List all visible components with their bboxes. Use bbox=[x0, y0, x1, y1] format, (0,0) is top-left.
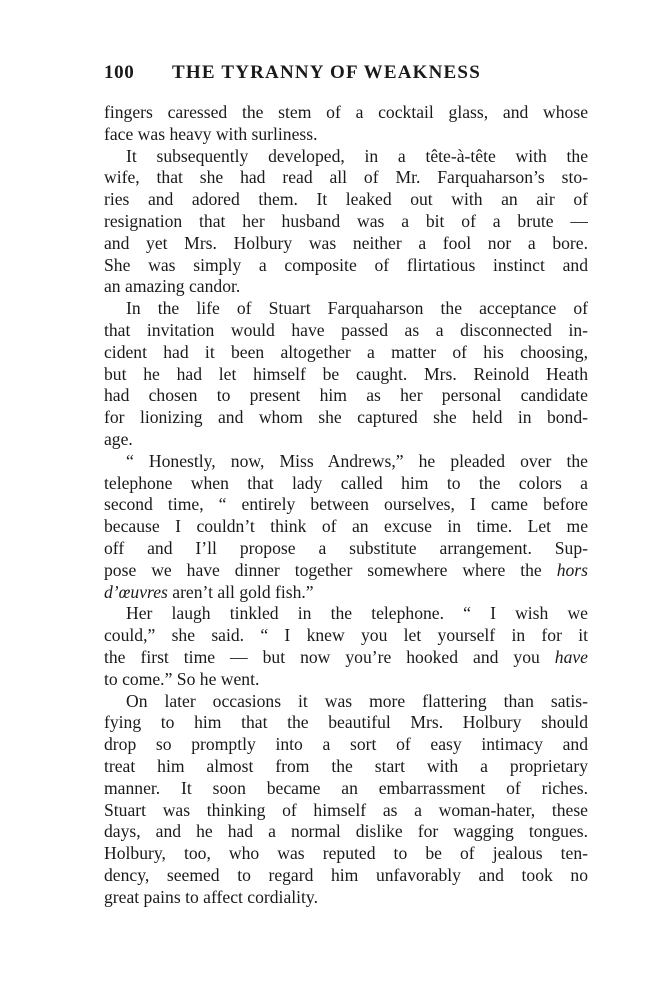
text-line: drop so promptly into a sort of easy intimacy and bbox=[104, 734, 588, 755]
text-line: for lionizing and whom she captured she held in bond- bbox=[104, 407, 588, 428]
text-line: fingers caressed the stem of a cocktail glass, and whose bbox=[104, 102, 588, 122]
body-text bbox=[104, 102, 588, 908]
text-line: could,” she said. “ I knew you let yourself in for it bbox=[104, 625, 588, 646]
text-line: great pains to affect cordiality. bbox=[104, 886, 318, 907]
text-line: In the life of Stuart Farquaharson the acceptance of bbox=[126, 298, 588, 319]
text-line: had chosen to present him as her personal candidate bbox=[104, 385, 588, 406]
text-line: dency, seemed to regard him unfavorably and took no bbox=[104, 864, 588, 885]
page-number: 100 bbox=[104, 62, 135, 83]
italic-text: have bbox=[554, 646, 588, 667]
text-line: resignation that her husband was a bit of a brute — bbox=[104, 210, 588, 231]
text-line: manner. It soon became an embarrassment of riches. bbox=[104, 777, 588, 798]
text-line: and yet Mrs. Holbury was neither a fool nor a bore. bbox=[104, 232, 588, 253]
text-line: Stuart was thinking of himself as a woman-hater, these bbox=[104, 799, 588, 820]
text-line: age. bbox=[104, 428, 133, 449]
text-line: that invitation would have passed as a disconnected in- bbox=[104, 319, 588, 340]
text-line: an amazing candor. bbox=[104, 276, 241, 297]
text-line: the first time — but now you’re hooked and you have bbox=[104, 646, 588, 667]
italic-text: hors bbox=[556, 559, 588, 580]
text-line: wife, that she had read all of Mr. Farquaharson’s sto- bbox=[104, 167, 588, 188]
running-title: THE TYRANNY OF WEAKNESS bbox=[172, 62, 481, 83]
text-line: On later occasions it was more flattering than satis- bbox=[126, 690, 588, 711]
text-line: second time, “ entirely between ourselves, I came before bbox=[104, 494, 588, 515]
text-line: ries and adored them. It leaked out with an air of bbox=[104, 189, 588, 210]
text-line: off and I’ll propose a substitute arrangement. Sup- bbox=[104, 537, 588, 558]
text-line: fying to him that the beautiful Mrs. Holbury should bbox=[104, 712, 588, 733]
italic-text: d’œuvres bbox=[104, 581, 168, 602]
text-line: to come.” So he went. bbox=[104, 668, 260, 689]
text-line: pose we have dinner together somewhere where the hors bbox=[104, 559, 588, 580]
text-line: Holbury, too, who was reputed to be of jealous ten- bbox=[104, 843, 588, 864]
text-line: It subsequently developed, in a tête-à-tête with the bbox=[126, 145, 588, 166]
text-line: She was simply a composite of flirtatious instinct and bbox=[104, 254, 588, 275]
text-line: treat him almost from the start with a proprietary bbox=[104, 755, 588, 776]
text-line: Her laugh tinkled in the telephone. “ I wish we bbox=[126, 603, 588, 624]
text-line: days, and he had a normal dislike for wagging tongues. bbox=[104, 821, 588, 842]
text-line: but he had let himself be caught. Mrs. Reinold Heath bbox=[104, 363, 588, 384]
text-line: telephone when that lady called him to the colors a bbox=[104, 472, 588, 493]
text-line: because I couldn’t think of an excuse in time. Let me bbox=[104, 516, 588, 537]
text-line: face was heavy with surliness. bbox=[104, 123, 318, 144]
book-page bbox=[104, 62, 588, 908]
text-line: d’œuvres aren’t all gold fish.” bbox=[104, 581, 314, 602]
text-line: cident had it been altogether a matter of his choosing, bbox=[104, 341, 588, 362]
text-line: “ Honestly, now, Miss Andrews,” he pleaded over the bbox=[126, 450, 588, 471]
page-header bbox=[104, 62, 588, 88]
